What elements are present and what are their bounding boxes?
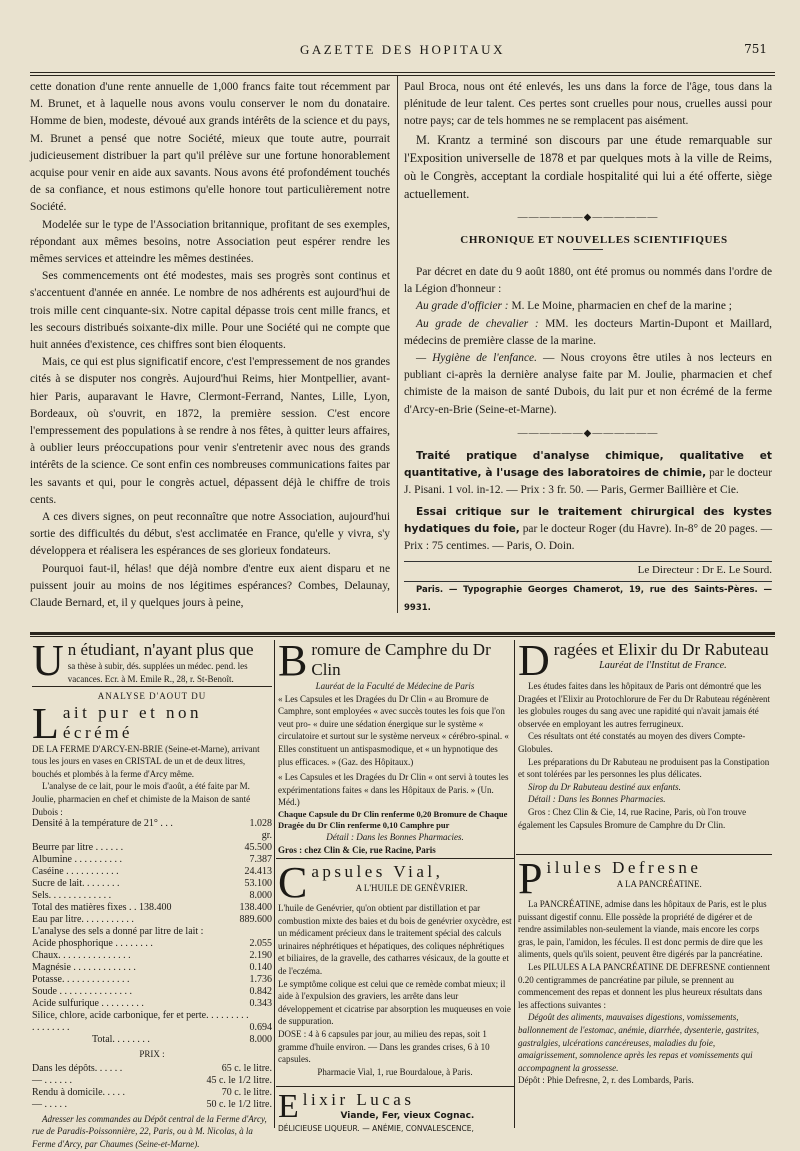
article-right-column [404,79,772,614]
row-value: 7.387 [249,854,272,866]
water-value: 889.600 [239,914,272,926]
book-title: Traité pratique d'analyse chimique, qualitative et quantitative, à l'usage des laboratoires de chimie, [404,450,772,480]
imprint-line: Paris. — Typographie Georges Chamerot, 19, rue des Saints-Pères. — 9931. [404,585,772,613]
ad-subtitle: Lauréat de la Faculté de Médecine de Paris [315,681,475,691]
row-label: Magnésie . . . . . . . . . . . . . [32,962,136,974]
row-label: Acide sulfurique . . . . . . . . . [32,998,144,1010]
row-value: 45.500 [244,842,272,854]
ad-text: Le symptôme colique est celui que ce remède combat mieux; il aide à l'expulsion des graviers, les arrête dans leur développement et cicatrise par absorption les muqueuses en voie de suppuration. [278,978,511,1027]
ad-title: ragées et Elixir du Dr Rabuteau [553,640,769,659]
ad-lucas [278,1088,512,1133]
table-row [32,962,272,974]
dropcap: B [278,636,308,685]
density-label: Densité à la température de 21° . . . [32,818,173,830]
ad-gros: Gros : Chez Clin & Cie, 14, rue Racine, Paris, où l'on trouve également les Capsules Bromure de Camphre du Dr Clin. [518,806,747,830]
ads-divider [514,640,515,1128]
table-row [32,950,272,962]
dropcap: L [32,698,59,748]
paragraph: Modelée sur le type de l'Association britannique, profitant de ses exemples, répondant aux mêmes besoins, notre Association peut espérer rendre les mêmes services et atteindre les mêmes destinées. [30,218,390,266]
row-value: 70 c. le litre. [221,1086,272,1098]
table-row [32,938,272,950]
page-number: 751 [744,42,767,56]
paragraph: Paul Broca, nous ont été enlevés, les uns dans la force de l'âge, tous dans la plénitude de leur talent. Ces pertes sont cruelles pour nous, cruelles aussi pour notre pays; car de tels hommes ne se remplacent pas aisément. [404,81,772,128]
dropcap: C [278,858,308,907]
table-row [32,1010,272,1034]
table-row [32,878,272,890]
table-row [32,1034,272,1046]
row-value: 65 c. le litre. [221,1062,272,1074]
paragraph: Mais, ce qui est plus significatif encore, c'est l'empressement de nos grandes cités à se disputer nos congrès. Aujourd'hui Reims, hier Montpellier, avant-hier Paris, auparavant le Havre, Clermont-Ferrand, Nantes, Lille, Lyon, Bordeaux, où s'ouvrit, en 1872, la première session. C'est encore l'empressement des populations à se rendre à nos fêtes, à quitter leurs affaires, à oublier leurs préoccupations pour venir s'entretenir avec nous des grands intérêts de la science. Ce sont enfin ces nombreuses communications faites par les savants et qui, pour le congrès actuel, dépassent déjà le chiffre de trois cents. [30,356,390,506]
article-left-column [30,79,390,614]
ad-subtitle: Viande, Fer, vieux Cognac. [340,1111,475,1121]
ad-text: Ces résultats ont été constatés au moyen des divers Compte-Globules. [518,731,746,754]
row-value: 0.140 [249,962,272,974]
row-label: Sucre de lait. . . . . . . . [32,878,120,890]
ad-depot: Dépôt : Phie Defresne, 2, r. des Lombards, Paris. [518,1075,694,1086]
total-value: 138.400 [239,902,272,914]
hygiene-label: — Hygiène de l'enfance. [416,352,537,365]
table-row [32,1063,272,1075]
dropcap: U [32,636,64,685]
ad-dose: DOSE : 4 à 6 capsules par jour, au milieu des repas, soit 1 gramme d'huile environ. — Dans les grandes crises, 6 à 10 capsules. [278,1028,490,1065]
price-table [32,1063,272,1111]
table-row [32,986,272,998]
dropcap: D [518,636,550,685]
book-notice [404,504,772,556]
total-table [32,902,272,938]
water-label: Eau par litre. . . . . . . . . . . [32,914,134,926]
table-row [32,998,272,1010]
ad-subtitle: A LA PANCRÉATINE. [616,879,702,889]
table-row [32,902,272,914]
ash-label: L'analyse des sels a donné par litre de lait : [32,926,204,938]
paragraph: M. Krantz a terminé son discours par une étude remarquable sur l'Exposition universelle de 1878 et par quelques mots à la ville de Reims, où le Congrès, acceptant la cordiale hospitalité qui lui a été offerte, siège actuellement. [404,132,772,201]
ad-gros: Gros : chez Clin & Cie, rue Racine, Paris [278,844,436,855]
row-value: 24.413 [244,866,272,878]
row-value: 0.842 [249,986,272,998]
ad-rule [516,854,772,855]
total-label: Total. . . . . . . . [92,1034,150,1046]
ad-title: n étudiant, n'ayant plus que [67,640,254,659]
table-row [32,866,272,878]
ad-text: Dégoût des aliments, mauvaises digestions, vomissements, ballonnement de l'estomac, anémie, diarrhée, dysenterie, gastrites, gastralgies, ulcérations cancéreuses, maladies du foie, amaigrissement, somnolence après les repas et vomissements qui accompagnent la grossesse. [518,1012,759,1073]
table-row [32,1099,272,1111]
row-value: 50 c. le 1/2 litre. [206,1098,272,1110]
ad-rabuteau [518,636,772,850]
ad-footer: DÉLICIEUSE LIQUEUR. — ANÉMIE, CONVALESCENCE, [278,1123,474,1133]
ad-text: Sirop du Dr Rabuteau destiné aux enfants. [528,781,681,792]
officer-label: Au grade d'officier : [416,300,509,313]
ad-title: ilules Defresne [546,858,702,877]
row-value: 1.736 [249,974,272,986]
dropcap: E [278,1088,299,1125]
row-value: 45 c. le 1/2 litre. [206,1074,272,1086]
paragraph: cette donation d'une rente annuelle de 1,000 francs faite tout récemment par M. Brunet, et à laquelle nous avons voulu conserver le nom du donataire. Homme de bien, modeste, dévoué aux grands intérêts de la science et du pays, M. Brunet a pensé que notre Société, mieux que toute autre, pourrait judicieusement distribuer la part qu'il prélève sur une fortune honorablement acquise pour venir en aide aux savants. Nous avons été profondément touchés de sa confiance, et nous estimons qu'elle honore tout particulièrement notre Société. [30,81,390,214]
ad-detail: Détail : Dans les Bonnes Pharmacies. [326,831,464,842]
row-label: Caséine . . . . . . . . . . . [32,866,119,878]
book-details: par le docteur J. Pisani. 1 vol. in-12. — Prix : 3 fr. 50. — Paris, Germer Baillière et Cie. [404,467,772,497]
composition-table [32,842,272,902]
row-label: Rendu à domicile. . . . . [32,1086,126,1098]
row-label: Acide phosphorique . . . . . . . . [32,938,153,950]
row-label: — . . . . . [32,1098,67,1110]
ad-text: Les études faites dans les hôpitaux de Paris ont démontré que les Dragées et l'Elixir au Protochlorure de Fer du Dr Rabuteau régénèrent les globules rouges du sang avec une rapidité qui n'avait jamais été observée en employant les autres ferrugineux. [518,681,771,729]
section-heading: CHRONIQUE ET NOUVELLES SCIENTIFIQUES [460,233,728,246]
ad-text: Les PILULES A LA PANCRÉATINE DE DEFRESNE contiennent 0.20 centigrammes de pancréatine par pilule, se prennent au commencement des repas et donnent les plus heureux résultats dans les affections suivantes : [518,961,770,1010]
row-value: 53.100 [244,878,272,890]
separator-ornament: ——————◆—————— [517,427,659,439]
table-row [32,914,272,926]
ads-rule-thin [30,636,775,637]
column-divider [397,76,398,613]
total-label: Total des matières fixes . . 138.400 [32,902,172,914]
ad-title: ait pur et non écrémé [62,702,203,742]
milk-subtitle: DE LA FERME D'ARCY-EN-BRIE [32,743,163,754]
unit-label: gr. [261,830,272,842]
paragraph [404,316,772,350]
ad-text: Les préparations du Dr Rabuteau ne produisent pas la Constipation et sont tolérées par les personnes les plus délicates. [518,756,770,780]
row-label: Silice, chlore, acide carbonique, fer et perte. . . . . . . . . . . . . . . . . [32,1010,249,1034]
ad-text: sa thèse à subir, dés. supplées un médec. pend. les vacances. Ecr. à M. Emile R., 28, r. St-Benoît. [67,661,248,684]
paragraph: Ses commencements ont été modestes, mais ses progrès sont continus et s'accentuent d'année en année. Le nombre de nos adhérents est aujourd'hui de trois mille cent cinquante-six. Notre capital dépasse trois cent mille francs, et les secours distribués soixante-dix mille. Pour une Société qui ne compte que huit années d'existence, ces chiffres sont bien éloquents. [30,270,390,352]
ad-vial [278,858,512,1084]
ad-footer: Adresser les commandes au Dépôt central de la Ferme d'Arcy, rue de Paradis-Poissonnière, 22, Paris, ou à M. Nicolas, à la Ferme d'Arcy, par Chaumes (Seine-et-Marne). [32,1113,267,1149]
ad-clin [278,636,512,860]
milk-text: (Seine-et-Marne), arrivant tous les jours en vases en CRISTAL de un et de deux litres, bouchés et plombés à la ferme d'Arcy même. [32,743,260,779]
ad-text: L'analyse de ce lait, pour le mois d'août, a été faite par M. Joulie, pharmacien en chef et chimiste de la Maison de santé Dubois : [32,781,251,817]
ad-student-milk [32,636,272,1149]
density-table [32,818,272,842]
ad-title: lixir Lucas [302,1090,415,1109]
book-notice [404,448,772,500]
ad-detail: Détail : Dans les Bonnes Pharmacies. [528,794,666,805]
salts-total [32,1034,272,1046]
director-line: Le Directeur : Dr E. Le Sourd. [637,564,772,577]
paragraph [404,298,772,315]
book-details: par le docteur Roger (du Havre). In-8° de 20 pages. — Prix : 75 centimes. — Paris, O. Doin. [404,522,772,553]
row-label: Sels. . . . . . . . . . . . . [32,890,112,902]
row-label: — . . . . . . [32,1074,72,1086]
ad-title: apsules Vial, [311,862,444,881]
ad-subtitle: Lauréat de l'Institut de France. [599,660,727,671]
ad-text: « Les Capsules et les Dragées du Dr Clin « au Bromure de Camphre, sont employées « avec succès toutes les fois que l'on veut pro- « duire une sédation énergique sur le système « circulatoire et surtout sur le système nerveux « cérébro-spinal. « Elles constituent un antispasmodique, et « un hypnotique des plus efficaces. » (Gaz. des Hôpitaux.) [278,693,509,767]
row-value: 2.190 [249,950,272,962]
ad-pharmacy: Pharmacie Vial, 1, rue Bourdaloue, à Paris. [317,1066,473,1077]
officer-text: M. Le Moine, pharmacien en chef de la marine ; [511,300,732,313]
ad-subtitle [32,743,272,781]
row-label: Albumine . . . . . . . . . . [32,854,122,866]
ads-rule [30,632,775,635]
heading-rule [573,249,603,250]
ad-subtitle: A L'HUILE DE GENÈVRIER. [355,883,468,893]
header-rule-thin [30,75,775,76]
density-value: 1.028 [249,818,272,830]
row-value: 0.343 [249,998,272,1010]
paragraph: A ces divers signes, on peut reconnaître que notre Association, aujourd'hui sortie des difficultés du début, s'est acclimatée en France, qu'elle y vivra, s'y développera et réalisera les espérances de ses glorieux fondateurs. [30,511,390,558]
page-header [30,36,775,76]
book-title: Essai critique sur le traitement chirurgical des kystes hydatiques du foie, [404,505,772,535]
table-row [32,890,272,902]
ad-text: « Les Capsules et les Dragées du Dr Clin « ont servi à toutes les expérimentations faites « dans les Hôpitaux de Paris. » (Un. Méd.) [278,772,509,808]
salts-table [32,938,272,1034]
paragraph: Pourquoi faut-il, hélas! que déjà nombre d'entre eux aient disparu et ne puissent jouir au moins de nos légitimes espérances? Combes, Delaunay, Claude Bernard, et, il y quelques jours à peine, [30,562,390,610]
table-row [32,974,272,986]
dropcap: P [518,854,543,903]
ad-rule [276,1086,514,1087]
row-label: Chaux. . . . . . . . . . . . . . . [32,950,131,962]
paragraph: Par décret en date du 9 août 1880, ont été promus ou nommés dans l'ordre de la Légion d'honneur : [404,266,772,296]
ad-text: L'huile de Genévrier, qu'on obtient par distillation et par combustion mixte des baies et du bois de genévrier oxycèdre, est un médicament précieux dans le traitement spécial des calculs urinaires néphrétiques et hépatiques, des coliques néphrétiques et biliaires, de la gravelle, des catharres vésicaux, de la goutte et de l'eczéma. [278,903,512,976]
table-row [32,830,272,842]
row-value: 8.000 [249,890,272,902]
ads-divider [274,640,275,1128]
price-label: PRIX : [139,1049,165,1060]
knight-label: Au grade de chevalier : [416,317,539,330]
row-value: 0.694 [249,1022,272,1034]
paragraph [404,350,772,419]
total-value: 8.000 [249,1034,272,1046]
journal-title: GAZETTE DES HOPITAUX [300,42,505,57]
table-row [32,854,272,866]
row-label: Dans les dépôts. . . . . . [32,1062,123,1074]
table-row [32,926,272,938]
table-row [32,1087,272,1099]
hygiene-text: — Nous croyons être utiles à nos lecteurs en publiant ci-après la dernière analyse faite par M. Joulie, pharmacien et chef chimiste de la maison de santé Dubois, du lait pur et non écrémé de la ferme d'Arcy-en-Brie (Seine-et-Marne). [404,352,772,416]
analysis-label: ANALYSE D'AOUT DU [97,691,207,701]
separator-ornament: ——————◆—————— [517,211,659,223]
row-value: 2.055 [249,938,272,950]
row-label: Beurre par litre . . . . . . [32,842,124,854]
header-rule [30,72,775,73]
ad-defresne [518,854,772,1126]
row-label: Potasse. . . . . . . . . . . . . . [32,974,130,986]
ad-text: La PANCRÉATINE, admise dans les hôpitaux de Paris, est le plus puissant digestif connu. Elle possède la propriété de digérer et de rendre assimilables non-seulement la viande, mais encore les corps gras, le pain, l'amidon, les fécules. Il est donc permis de dire que les aliments, quels qu'ils soient, peuvent être digérés par la pancréatine. [518,899,767,960]
ad-text: Chaque Capsule du Dr Clin renferme 0,20 Bromure de Chaque Dragée du Dr Clin renferme 0,10 Camphre pur [278,808,508,830]
ad-title: romure de Camphre du Dr Clin [311,640,491,679]
table-row [32,818,272,830]
table-row [32,1075,272,1087]
table-row [32,842,272,854]
knight-text: MM. les docteurs Martin-Dupont et Maillard, médecins de première classe de la marine. [404,317,772,347]
ad-student [32,636,272,685]
row-label: Soude . . . . . . . . . . . . . . . [32,986,132,998]
